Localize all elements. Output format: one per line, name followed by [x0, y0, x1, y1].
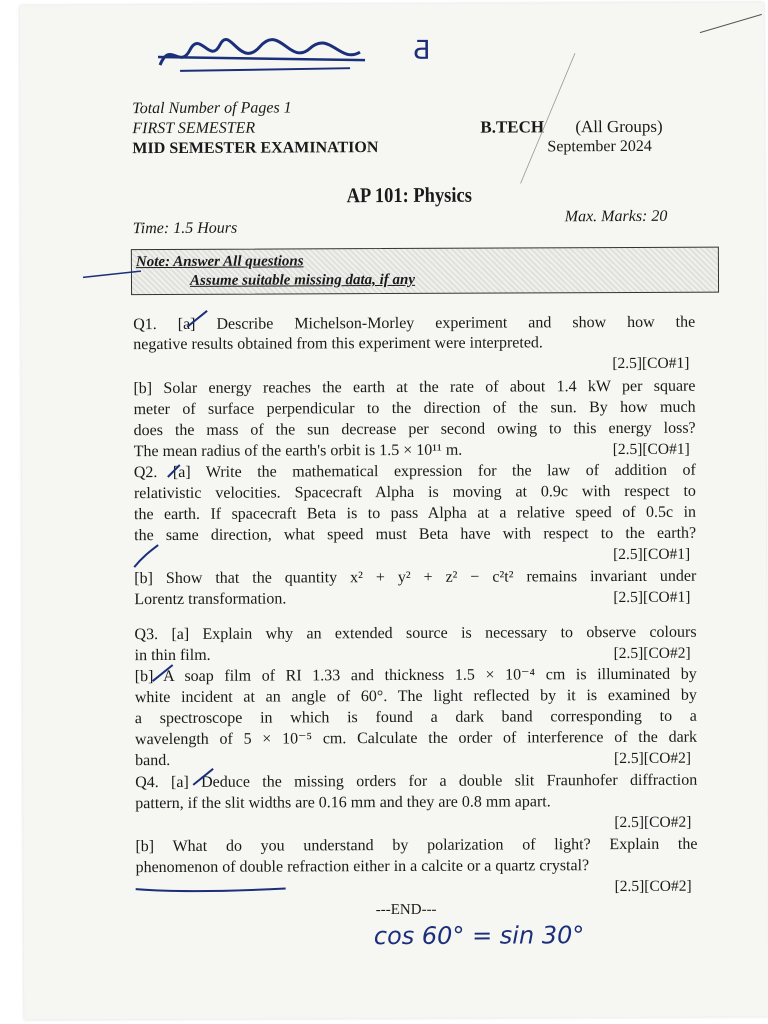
q3-a-line-1: Q3. [a] Explain why an extended source is necessary to observe colours: [134, 623, 697, 644]
max-marks: Max. Marks: 20: [564, 207, 668, 226]
exam-type: MID SEMESTER EXAMINATION: [132, 139, 379, 158]
groups: (All Groups): [575, 116, 663, 137]
q2-a-line-4: the same direction, what speed must Beta have with respect to the earth?: [134, 524, 697, 545]
q2-a-line-3: the earth. If spacecraft Beta is to pass Alpha at a relative speed of 0.5c in: [133, 503, 697, 524]
q1-b-line-3: does the mass of the sun decrease per second owing to this energy loss?: [133, 419, 696, 440]
q1-b-line-1: [b] Solar energy reaches the earth at the rate of about 1.4 kW per square: [133, 377, 696, 398]
q3-b-line-2: white incident at an angle of 60°. The light reflected by it is examined by: [134, 686, 697, 707]
q3-b-line-4: wavelength of 5 × 10⁻⁵ cm. Calculate the order of interference of the dark: [134, 728, 698, 749]
q4-a-marks: [2.5][CO#2]: [614, 813, 692, 832]
q3-b-line-5: band.: [135, 751, 171, 770]
q2-a-marks: [2.5][CO#1]: [613, 545, 691, 564]
q2-b-line-1: [b] Show that the quantity x² + y² + z² − c²t² remains invariant under: [134, 567, 697, 588]
course-title: AP 101: Physics: [346, 182, 472, 208]
q1-b-marks: [2.5][CO#1]: [612, 440, 690, 459]
q1-b-line-2: meter of surface perpendicular to the direction of the sun. By how much: [133, 398, 696, 419]
q1-a-line-2: negative results obtained from this experiment were interpreted.: [133, 334, 543, 354]
q1-a-marks: [2.5][CO#1]: [612, 354, 690, 373]
handwritten-mark: Ƌ: [411, 35, 430, 66]
q1-a-line-1: Q1. [a] Describe Michelson-Morley experiment and show how the: [133, 313, 696, 334]
program: B.TECH: [480, 117, 545, 137]
q4-b-line-1: [b] What do you understand by polarization of light? Explain the: [135, 835, 698, 856]
handwritten-cos-note: cos 60° = sin 30°: [373, 921, 585, 951]
q3-a-marks: [2.5][CO#2]: [613, 644, 691, 663]
q2-a-line-1: Q2. [a] Write the mathematical expression for the law of addition of: [133, 461, 696, 482]
q4-a-line-1: Q4. [a] Deduce the missing orders for a double slit Fraunhofer diffraction: [135, 771, 698, 792]
total-pages: Total Number of Pages 1: [132, 99, 292, 118]
end-marker: ---END---: [375, 901, 437, 919]
scribble-mark: [150, 34, 410, 80]
q2-b-line-2: Lorentz transformation.: [134, 590, 287, 609]
note-box: [131, 247, 719, 296]
q1-b-line-4: The mean radius of the earth's orbit is 1.5 × 10¹¹ m.: [133, 441, 463, 461]
q3-b-marks: [2.5][CO#2]: [613, 749, 692, 768]
q2-a-line-2: relativistic velocities. Spacecraft Alpha is moving at 0.9c with respect to: [133, 482, 696, 503]
q4-b-line-2: phenomenon of double refraction either in a calcite or a quartz crystal?: [135, 857, 590, 877]
semester: FIRST SEMESTER: [132, 119, 256, 138]
q3-b-line-1: [b] A soap film of RI 1.33 and thickness 1.5 × 10⁻⁴ cm is illuminated by: [134, 665, 697, 686]
q4-b-marks: [2.5][CO#2]: [614, 877, 692, 896]
exam-date: September 2024: [547, 137, 652, 156]
q2-b-marks: [2.5][CO#1]: [613, 588, 691, 607]
q3-b-line-3: a spectroscope in which is found a dark band corresponding to a: [134, 707, 697, 728]
exam-paper: [20, 2, 768, 1019]
note-line-2: Assume suitable missing data, if any: [189, 271, 416, 289]
note-line-1: Note: Answer All questions: [135, 253, 304, 271]
q4-a-line-2: pattern, if the slit widths are 0.16 mm and they are 0.8 mm apart.: [135, 793, 551, 813]
q3-a-line-2: in thin film.: [134, 646, 211, 665]
exam-time: Time: 1.5 Hours: [132, 219, 238, 238]
